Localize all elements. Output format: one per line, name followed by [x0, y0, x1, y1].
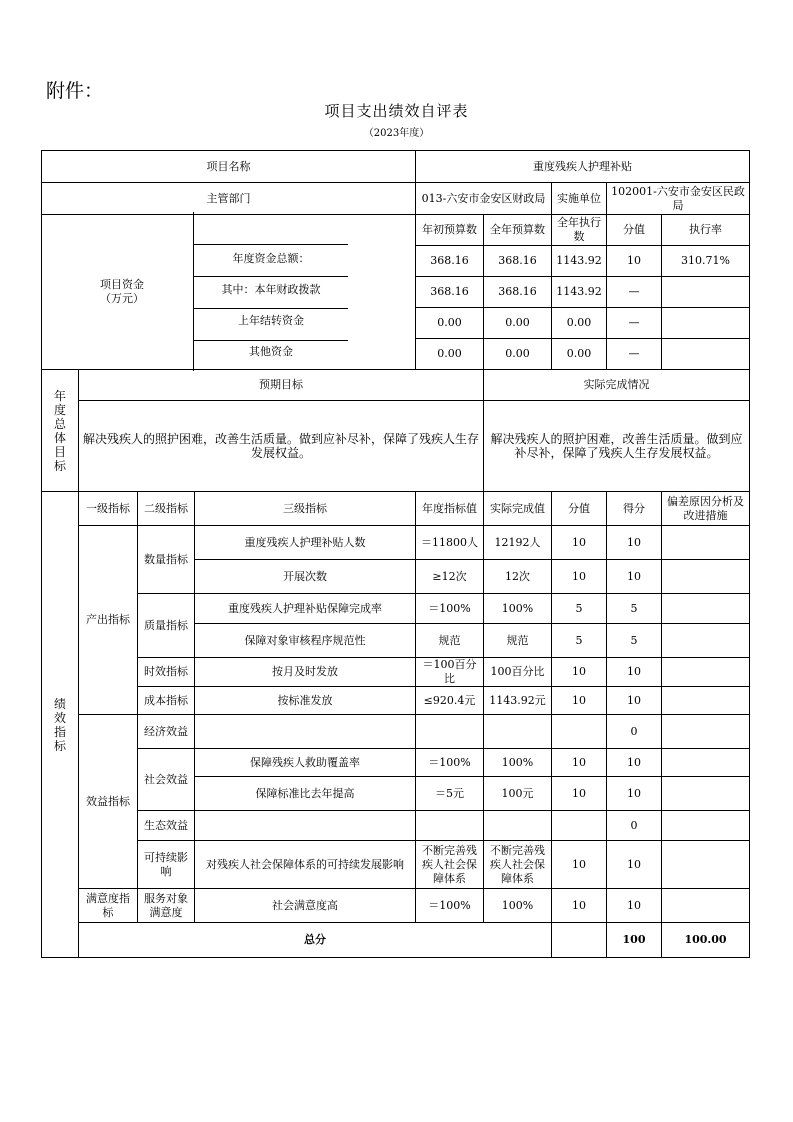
indicator-target: ＝100%	[416, 594, 484, 624]
dept-label: 主管部门	[42, 183, 416, 215]
total-row	[42, 923, 750, 958]
indicator-row	[42, 594, 750, 624]
funds-rate	[662, 339, 750, 370]
indicator-actual: 100百分比	[484, 658, 552, 687]
unit-value: 102001-六安市金安区民政局	[607, 183, 750, 215]
header-level1: 一级指标	[79, 492, 138, 526]
header-level2: 二级指标	[138, 492, 195, 526]
indicator-name: 保障对象审核程序规范性	[195, 624, 416, 658]
ecological-indicator-label: 生态效益	[138, 811, 195, 841]
funds-header-rate: 执行率	[662, 215, 750, 246]
funds-grid-lines	[193, 212, 194, 371]
indicator-name: 保障标准比去年提高	[195, 777, 416, 811]
indicator-name: 按标准发放	[195, 687, 416, 715]
indicator-score: 10	[607, 777, 662, 811]
indicator-deviation	[662, 594, 750, 624]
indicator-name: 重度残疾人护理补贴人数	[195, 526, 416, 560]
funds-annual: 0.00	[484, 308, 552, 339]
funds-row-label: 年度资金总额：	[232, 252, 310, 265]
indicator-deviation	[662, 624, 750, 658]
indicator-row	[42, 687, 750, 715]
header-score: 得分	[607, 492, 662, 526]
funds-header-row	[42, 215, 750, 246]
indicator-target: ＝100%	[416, 889, 484, 923]
indicator-score: 10	[607, 749, 662, 777]
project-name-value: 重度残疾人护理补贴	[416, 151, 750, 183]
funds-annual: 0.00	[484, 339, 552, 370]
social-indicator-label: 社会效益	[138, 749, 195, 811]
funds-grid-lines	[193, 276, 348, 277]
funds-executed: 1143.92	[552, 246, 607, 277]
indicator-actual	[484, 715, 552, 749]
funds-score-value: —	[607, 339, 662, 370]
indicator-score-value: 5	[552, 594, 607, 624]
funds-row-label: 上年结转资金	[238, 314, 304, 327]
funds-annual: 368.16	[484, 246, 552, 277]
cost-indicator-label: 成本指标	[138, 687, 195, 715]
indicator-name: 开展次数	[195, 560, 416, 594]
indicator-row	[42, 841, 750, 889]
funds-row-label: 其他资金	[249, 345, 293, 358]
goals-expected-header: 预期目标	[79, 370, 484, 401]
quality-indicator-label: 质量指标	[138, 594, 195, 658]
indicator-score-value: 10	[552, 526, 607, 560]
indicator-score: 10	[607, 658, 662, 687]
indicator-score: 10	[607, 687, 662, 715]
goals-content-row	[42, 401, 750, 492]
indicator-target: ＝100%	[416, 749, 484, 777]
funds-score-value: —	[607, 308, 662, 339]
total-score-value: 100	[607, 923, 662, 958]
indicator-deviation	[662, 749, 750, 777]
indicator-target: 不断完善残疾人社会保障体系	[416, 841, 484, 889]
indicator-name: 对残疾人社会保障体系的可持续发展影响	[195, 841, 416, 889]
funds-header-executed: 全年执行数	[552, 215, 607, 246]
header-actual: 实际完成值	[484, 492, 552, 526]
indicator-score: 10	[607, 889, 662, 923]
total-score: 100.00	[662, 923, 750, 958]
funds-score-value: —	[607, 277, 662, 308]
funds-executed: 1143.92	[552, 277, 607, 308]
indicator-score: 5	[607, 594, 662, 624]
attachment-label: 附件：	[46, 80, 104, 102]
indicator-actual: 12192人	[484, 526, 552, 560]
service-indicator-label: 服务对象满意度	[138, 889, 195, 923]
indicator-actual: 规范	[484, 624, 552, 658]
indicator-score-value: 10	[552, 841, 607, 889]
indicator-target: ≥12次	[416, 560, 484, 594]
indicator-deviation	[662, 526, 750, 560]
department-row	[42, 183, 750, 215]
indicator-actual: 100%	[484, 889, 552, 923]
funds-score-value: 10	[607, 246, 662, 277]
header-target: 年度指标值	[416, 492, 484, 526]
funds-initial: 368.16	[416, 246, 484, 277]
indicator-target: ＝5元	[416, 777, 484, 811]
funds-label-line1: 项目资金	[100, 278, 144, 291]
timeliness-indicator-label: 时效指标	[138, 658, 195, 687]
funds-label-line2: （万元）	[100, 292, 144, 305]
indicator-actual: 1143.92元	[484, 687, 552, 715]
indicator-name: 社会满意度高	[195, 889, 416, 923]
funds-grid-lines	[193, 244, 348, 245]
indicator-score-value: 10	[552, 777, 607, 811]
indicator-deviation	[662, 560, 750, 594]
funds-initial: 0.00	[416, 339, 484, 370]
indicator-deviation	[662, 777, 750, 811]
indicator-target: ＝11800人	[416, 526, 484, 560]
funds-grid-lines	[193, 308, 348, 309]
indicator-score: 10	[607, 526, 662, 560]
goals-expected-text: 解决残疾人的照护困难，改善生活质量。做到应补尽补，保障了残疾人生存发展权益。	[79, 401, 484, 492]
indicator-deviation	[662, 889, 750, 923]
goals-label: 年 度 总 体 目 标	[42, 370, 79, 492]
indicator-row	[42, 526, 750, 560]
indicator-name: 保障残疾人救助覆盖率	[195, 749, 416, 777]
indicator-row	[42, 658, 750, 687]
indicator-score-value: 10	[552, 889, 607, 923]
funds-initial: 368.16	[416, 277, 484, 308]
indicator-score-value: 10	[552, 687, 607, 715]
funds-executed: 0.00	[552, 308, 607, 339]
funds-rate: 310.71%	[662, 246, 750, 277]
indicator-row	[42, 811, 750, 841]
indicator-score-value	[552, 715, 607, 749]
benefit-indicator-label: 效益指标	[79, 715, 138, 889]
indicator-score: 10	[607, 560, 662, 594]
indicator-actual: 100%	[484, 749, 552, 777]
funds-row-label: 其中：本年财政拨款	[221, 283, 321, 296]
indicator-actual: 100元	[484, 777, 552, 811]
sustainable-indicator-label: 可持续影响	[138, 841, 195, 889]
funds-grid-lines	[193, 340, 348, 341]
indicator-deviation	[662, 658, 750, 687]
funds-rate	[662, 308, 750, 339]
funds-rate	[662, 277, 750, 308]
indicator-target: ＝100百分比	[416, 658, 484, 687]
header-score-value: 分值	[552, 492, 607, 526]
funds-header-initial: 年初预算数	[416, 215, 484, 246]
indicator-score: 0	[607, 811, 662, 841]
dept-value: 013-六安市金安区财政局	[416, 183, 552, 215]
indicator-target: ≤920.4元	[416, 687, 484, 715]
funds-header-score-value: 分值	[607, 215, 662, 246]
indicator-score: 0	[607, 715, 662, 749]
total-label: 总分	[79, 923, 552, 958]
indicator-header-row	[42, 492, 750, 526]
satisfaction-indicator-label: 满意度指标	[79, 889, 138, 923]
quantity-indicator-label: 数量指标	[138, 526, 195, 594]
indicator-name: 重度残疾人护理补贴保障完成率	[195, 594, 416, 624]
indicator-name	[195, 715, 416, 749]
funds-initial: 0.00	[416, 308, 484, 339]
unit-label: 实施单位	[552, 183, 607, 215]
indicator-actual: 12次	[484, 560, 552, 594]
indicator-deviation	[662, 841, 750, 889]
economic-indicator-label: 经济效益	[138, 715, 195, 749]
header-deviation: 偏差原因分析及改进措施	[662, 492, 750, 526]
indicator-row	[42, 889, 750, 923]
header-level3: 三级指标	[195, 492, 416, 526]
form-year: （2023年度）	[363, 128, 430, 139]
project-name-label: 项目名称	[42, 151, 416, 183]
output-indicator-label: 产出指标	[79, 526, 138, 715]
funds-header-annual: 全年预算数	[484, 215, 552, 246]
indicator-row	[42, 749, 750, 777]
indicator-actual	[484, 811, 552, 841]
goals-actual-header: 实际完成情况	[484, 370, 750, 401]
indicator-target	[416, 811, 484, 841]
indicator-name	[195, 811, 416, 841]
goals-header-row	[42, 370, 750, 401]
funds-executed: 0.00	[552, 339, 607, 370]
indicator-score-value: 10	[552, 749, 607, 777]
indicator-actual: 不断完善残疾人社会保障体系	[484, 841, 552, 889]
indicators-label: 绩 效 指 标	[42, 492, 79, 958]
indicator-deviation	[662, 715, 750, 749]
goals-actual-text: 解决残疾人的照护困难，改善生活质量。做到应补尽补，保障了残疾人生存发展权益。	[484, 401, 750, 492]
funds-annual: 368.16	[484, 277, 552, 308]
indicator-score-value: 10	[552, 658, 607, 687]
indicator-score-value	[552, 811, 607, 841]
indicator-actual: 100%	[484, 594, 552, 624]
indicator-score: 10	[607, 841, 662, 889]
indicator-name: 按月及时发放	[195, 658, 416, 687]
project-name-row	[42, 151, 750, 183]
indicator-target	[416, 715, 484, 749]
indicator-score-value: 5	[552, 624, 607, 658]
self-evaluation-table	[41, 150, 750, 958]
indicator-score: 5	[607, 624, 662, 658]
indicator-score-value: 10	[552, 560, 607, 594]
indicator-deviation	[662, 687, 750, 715]
indicator-target: 规范	[416, 624, 484, 658]
indicator-deviation	[662, 811, 750, 841]
total-blank	[552, 923, 607, 958]
indicator-row	[42, 715, 750, 749]
form-title: 项目支出绩效自评表	[324, 102, 469, 120]
